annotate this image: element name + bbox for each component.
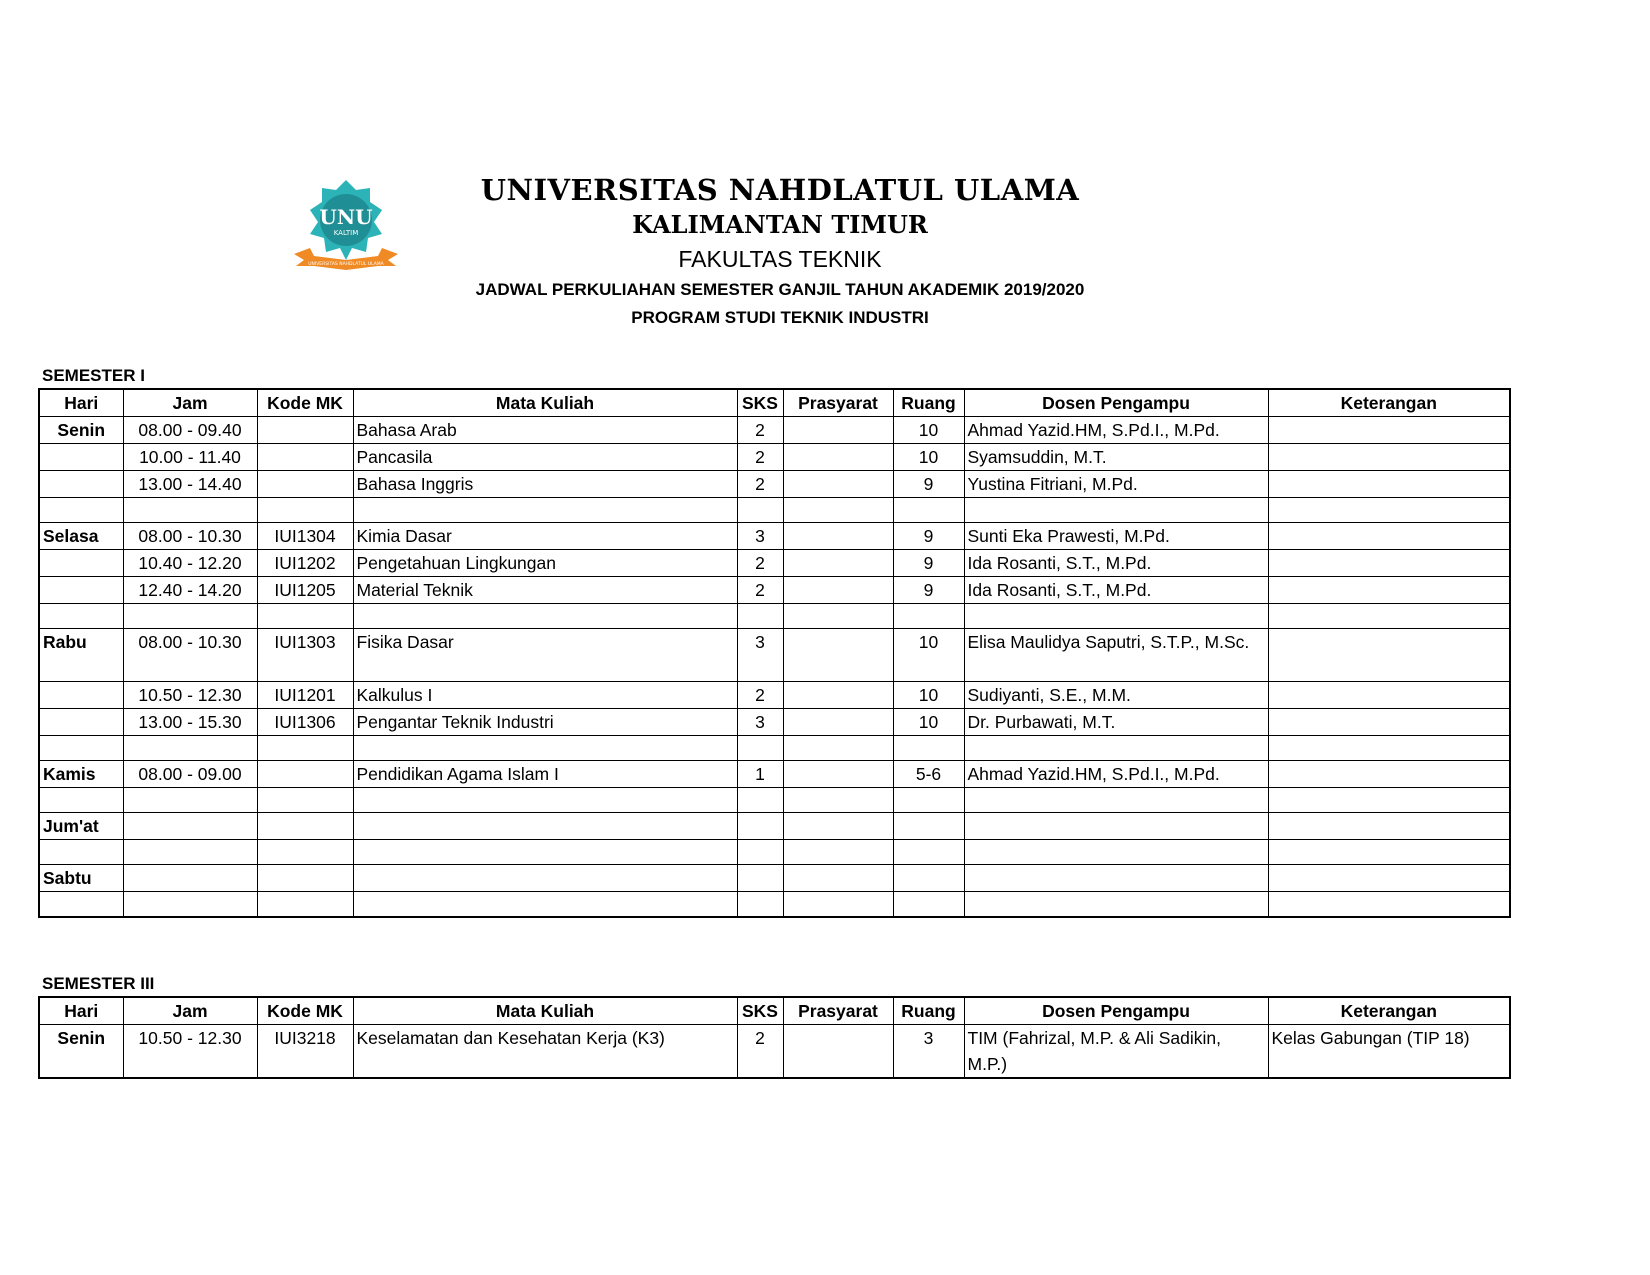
column-header-time: Jam (123, 997, 257, 1025)
table-row (39, 788, 1510, 813)
cell-credits: 3 (737, 709, 783, 736)
semester3-label: SEMESTER III (42, 974, 155, 993)
cell-room: 10 (893, 629, 964, 682)
column-header-day: Hari (39, 389, 123, 417)
cell-credits (737, 813, 783, 840)
document-header (420, 172, 1140, 332)
cell-prerequisite (783, 892, 893, 918)
cell-course-code (257, 840, 353, 865)
cell-notes: Kelas Gabungan (TIP 18) (1268, 1025, 1510, 1079)
cell-time: 10.50 - 12.30 (123, 1025, 257, 1079)
cell-room (893, 736, 964, 761)
cell-room (893, 604, 964, 629)
cell-lecturer: Ida Rosanti, S.T., M.Pd. (964, 577, 1268, 604)
cell-notes (1268, 471, 1510, 498)
table-row (39, 498, 1510, 523)
cell-notes (1268, 604, 1510, 629)
cell-course-code (257, 892, 353, 918)
cell-prerequisite (783, 629, 893, 682)
region-name: KALIMANTAN TIMUR (632, 210, 928, 239)
cell-notes (1268, 523, 1510, 550)
unu-kaltim-logo (290, 176, 402, 274)
table-row (39, 523, 1510, 550)
svg-text:KALTIM: KALTIM (333, 229, 359, 237)
cell-day (39, 840, 123, 865)
cell-course-name: Kimia Dasar (353, 523, 737, 550)
cell-course-code (257, 444, 353, 471)
cell-time (123, 892, 257, 918)
cell-lecturer (964, 604, 1268, 629)
cell-lecturer: Elisa Maulidya Saputri, S.T.P., M.Sc. (964, 629, 1268, 682)
cell-day (39, 498, 123, 523)
cell-room: 10 (893, 709, 964, 736)
cell-prerequisite (783, 444, 893, 471)
cell-day (39, 471, 123, 498)
cell-time: 13.00 - 14.40 (123, 471, 257, 498)
cell-room: 10 (893, 417, 964, 444)
semester1-label: SEMESTER I (42, 366, 145, 385)
cell-course-code (257, 788, 353, 813)
cell-course-code (257, 417, 353, 444)
cell-prerequisite (783, 761, 893, 788)
semester3-table (38, 996, 1511, 1079)
cell-course-code (257, 736, 353, 761)
table-row (39, 813, 1510, 840)
column-header-course-code: Kode MK (257, 389, 353, 417)
cell-room: 5-6 (893, 761, 964, 788)
cell-day (39, 709, 123, 736)
cell-course-name: Pengantar Teknik Industri (353, 709, 737, 736)
cell-lecturer (964, 498, 1268, 523)
cell-notes (1268, 865, 1510, 892)
table-header-row (39, 389, 1510, 417)
column-header-course-name: Mata Kuliah (353, 389, 737, 417)
table-row (39, 892, 1510, 918)
cell-notes (1268, 709, 1510, 736)
column-header-lecturer: Dosen Pengampu (964, 997, 1268, 1025)
cell-lecturer: Sunti Eka Prawesti, M.Pd. (964, 523, 1268, 550)
cell-credits: 2 (737, 471, 783, 498)
faculty-name: FAKULTAS TEKNIK (678, 246, 882, 272)
cell-credits (737, 736, 783, 761)
cell-room: 9 (893, 577, 964, 604)
cell-room (893, 892, 964, 918)
cell-prerequisite (783, 682, 893, 709)
cell-credits (737, 788, 783, 813)
column-header-prerequisite: Prasyarat (783, 389, 893, 417)
cell-time: 08.00 - 09.00 (123, 761, 257, 788)
cell-room (893, 813, 964, 840)
cell-course-code: IUI1304 (257, 523, 353, 550)
cell-time: 13.00 - 15.30 (123, 709, 257, 736)
column-header-lecturer: Dosen Pengampu (964, 389, 1268, 417)
cell-day (39, 577, 123, 604)
cell-course-code: IUI1201 (257, 682, 353, 709)
table-row (39, 736, 1510, 761)
cell-room (893, 788, 964, 813)
cell-day (39, 682, 123, 709)
cell-credits: 3 (737, 629, 783, 682)
table-row (39, 550, 1510, 577)
column-header-time: Jam (123, 389, 257, 417)
cell-day (39, 604, 123, 629)
cell-prerequisite (783, 788, 893, 813)
cell-notes (1268, 813, 1510, 840)
cell-time (123, 813, 257, 840)
cell-course-code (257, 813, 353, 840)
cell-room: 9 (893, 471, 964, 498)
cell-lecturer (964, 865, 1268, 892)
cell-lecturer (964, 813, 1268, 840)
cell-time (123, 865, 257, 892)
cell-prerequisite (783, 813, 893, 840)
cell-prerequisite (783, 523, 893, 550)
cell-course-name: Fisika Dasar (353, 629, 737, 682)
cell-room: 10 (893, 444, 964, 471)
cell-notes (1268, 550, 1510, 577)
cell-course-name (353, 788, 737, 813)
cell-time (123, 736, 257, 761)
table-row (39, 417, 1510, 444)
cell-room: 3 (893, 1025, 964, 1079)
cell-lecturer (964, 788, 1268, 813)
cell-time (123, 788, 257, 813)
cell-course-name: Bahasa Arab (353, 417, 737, 444)
table-row (39, 471, 1510, 498)
cell-notes (1268, 682, 1510, 709)
column-header-notes: Keterangan (1268, 997, 1510, 1025)
cell-notes (1268, 736, 1510, 761)
cell-prerequisite (783, 498, 893, 523)
cell-course-name (353, 865, 737, 892)
cell-credits (737, 840, 783, 865)
cell-lecturer: Ida Rosanti, S.T., M.Pd. (964, 550, 1268, 577)
cell-course-name: Keselamatan dan Kesehatan Kerja (K3) (353, 1025, 737, 1079)
cell-course-name (353, 498, 737, 523)
cell-room (893, 865, 964, 892)
cell-course-name (353, 736, 737, 761)
cell-credits (737, 865, 783, 892)
table-row (39, 682, 1510, 709)
cell-prerequisite (783, 577, 893, 604)
table-row (39, 604, 1510, 629)
cell-day: Senin (39, 1025, 123, 1079)
cell-course-name: Bahasa Inggris (353, 471, 737, 498)
cell-time (123, 498, 257, 523)
cell-credits: 2 (737, 444, 783, 471)
table-row (39, 865, 1510, 892)
cell-course-name (353, 813, 737, 840)
cell-course-code (257, 865, 353, 892)
table-row (39, 1025, 1510, 1079)
cell-notes (1268, 577, 1510, 604)
cell-day: Kamis (39, 761, 123, 788)
cell-lecturer: Ahmad Yazid.HM, S.Pd.I., M.Pd. (964, 761, 1268, 788)
cell-day (39, 736, 123, 761)
cell-credits: 2 (737, 682, 783, 709)
cell-room: 9 (893, 523, 964, 550)
cell-course-code: IUI1306 (257, 709, 353, 736)
cell-notes (1268, 498, 1510, 523)
cell-time: 08.00 - 10.30 (123, 523, 257, 550)
table-row (39, 629, 1510, 682)
cell-room (893, 840, 964, 865)
cell-credits (737, 498, 783, 523)
cell-course-name (353, 840, 737, 865)
university-name: UNIVERSITAS NAHDLATUL ULAMA (480, 173, 1080, 207)
cell-lecturer (964, 840, 1268, 865)
cell-time (123, 840, 257, 865)
cell-lecturer: TIM (Fahrizal, M.P. & Ali Sadikin, M.P.) (964, 1025, 1268, 1079)
cell-course-code: IUI1202 (257, 550, 353, 577)
cell-day: Selasa (39, 523, 123, 550)
table-row (39, 761, 1510, 788)
cell-course-name: Pendidikan Agama Islam I (353, 761, 737, 788)
cell-notes (1268, 840, 1510, 865)
cell-course-name (353, 604, 737, 629)
cell-lecturer: Yustina Fitriani, M.Pd. (964, 471, 1268, 498)
cell-time: 10.00 - 11.40 (123, 444, 257, 471)
cell-credits: 2 (737, 550, 783, 577)
cell-day (39, 788, 123, 813)
cell-room: 10 (893, 682, 964, 709)
cell-time: 08.00 - 09.40 (123, 417, 257, 444)
cell-credits: 2 (737, 1025, 783, 1079)
cell-course-code (257, 498, 353, 523)
table-row (39, 577, 1510, 604)
column-header-room: Ruang (893, 389, 964, 417)
cell-prerequisite (783, 840, 893, 865)
cell-day: Rabu (39, 629, 123, 682)
cell-room (893, 498, 964, 523)
cell-notes (1268, 444, 1510, 471)
cell-prerequisite (783, 417, 893, 444)
cell-time: 08.00 - 10.30 (123, 629, 257, 682)
cell-credits: 1 (737, 761, 783, 788)
cell-course-code (257, 604, 353, 629)
cell-day (39, 444, 123, 471)
table-header-row (39, 997, 1510, 1025)
cell-notes (1268, 417, 1510, 444)
cell-time: 12.40 - 14.20 (123, 577, 257, 604)
cell-notes (1268, 892, 1510, 918)
cell-lecturer: Syamsuddin, M.T. (964, 444, 1268, 471)
cell-notes (1268, 788, 1510, 813)
table-row (39, 444, 1510, 471)
schedule-title: JADWAL PERKULIAHAN SEMESTER GANJIL TAHUN AKADEMIK 2019/2020 (475, 280, 1085, 299)
column-header-credits: SKS (737, 997, 783, 1025)
cell-prerequisite (783, 865, 893, 892)
cell-lecturer (964, 736, 1268, 761)
cell-day: Jum'at (39, 813, 123, 840)
column-header-notes: Keterangan (1268, 389, 1510, 417)
cell-course-code: IUI3218 (257, 1025, 353, 1079)
column-header-course-code: Kode MK (257, 997, 353, 1025)
cell-time: 10.40 - 12.20 (123, 550, 257, 577)
cell-course-name (353, 892, 737, 918)
column-header-course-name: Mata Kuliah (353, 997, 737, 1025)
cell-credits (737, 892, 783, 918)
cell-course-code: IUI1303 (257, 629, 353, 682)
cell-credits: 2 (737, 577, 783, 604)
cell-day: Sabtu (39, 865, 123, 892)
program-name: PROGRAM STUDI TEKNIK INDUSTRI (631, 308, 929, 327)
cell-credits: 2 (737, 417, 783, 444)
cell-lecturer: Ahmad Yazid.HM, S.Pd.I., M.Pd. (964, 417, 1268, 444)
cell-prerequisite (783, 550, 893, 577)
cell-course-name: Pengetahuan Lingkungan (353, 550, 737, 577)
cell-time: 10.50 - 12.30 (123, 682, 257, 709)
cell-lecturer: Sudiyanti, S.E., M.M. (964, 682, 1268, 709)
cell-lecturer (964, 892, 1268, 918)
cell-course-code (257, 761, 353, 788)
cell-prerequisite (783, 1025, 893, 1079)
column-header-credits: SKS (737, 389, 783, 417)
cell-day (39, 892, 123, 918)
cell-notes (1268, 629, 1510, 682)
column-header-room: Ruang (893, 997, 964, 1025)
cell-prerequisite (783, 709, 893, 736)
column-header-day: Hari (39, 997, 123, 1025)
cell-credits: 3 (737, 523, 783, 550)
svg-text:UNIVERSITAS NAHDLATUL ULAMA: UNIVERSITAS NAHDLATUL ULAMA (308, 262, 384, 267)
semester1-table (38, 388, 1511, 918)
cell-course-name: Material Teknik (353, 577, 737, 604)
cell-course-name: Kalkulus I (353, 682, 737, 709)
cell-prerequisite (783, 736, 893, 761)
cell-day (39, 550, 123, 577)
table-row (39, 709, 1510, 736)
column-header-prerequisite: Prasyarat (783, 997, 893, 1025)
cell-course-code (257, 471, 353, 498)
svg-text:UNU: UNU (319, 205, 373, 229)
cell-credits (737, 604, 783, 629)
cell-notes (1268, 761, 1510, 788)
cell-room: 9 (893, 550, 964, 577)
cell-time (123, 604, 257, 629)
cell-prerequisite (783, 471, 893, 498)
cell-lecturer: Dr. Purbawati, M.T. (964, 709, 1268, 736)
cell-course-name: Pancasila (353, 444, 737, 471)
cell-prerequisite (783, 604, 893, 629)
table-row (39, 840, 1510, 865)
cell-course-code: IUI1205 (257, 577, 353, 604)
cell-day: Senin (39, 417, 123, 444)
